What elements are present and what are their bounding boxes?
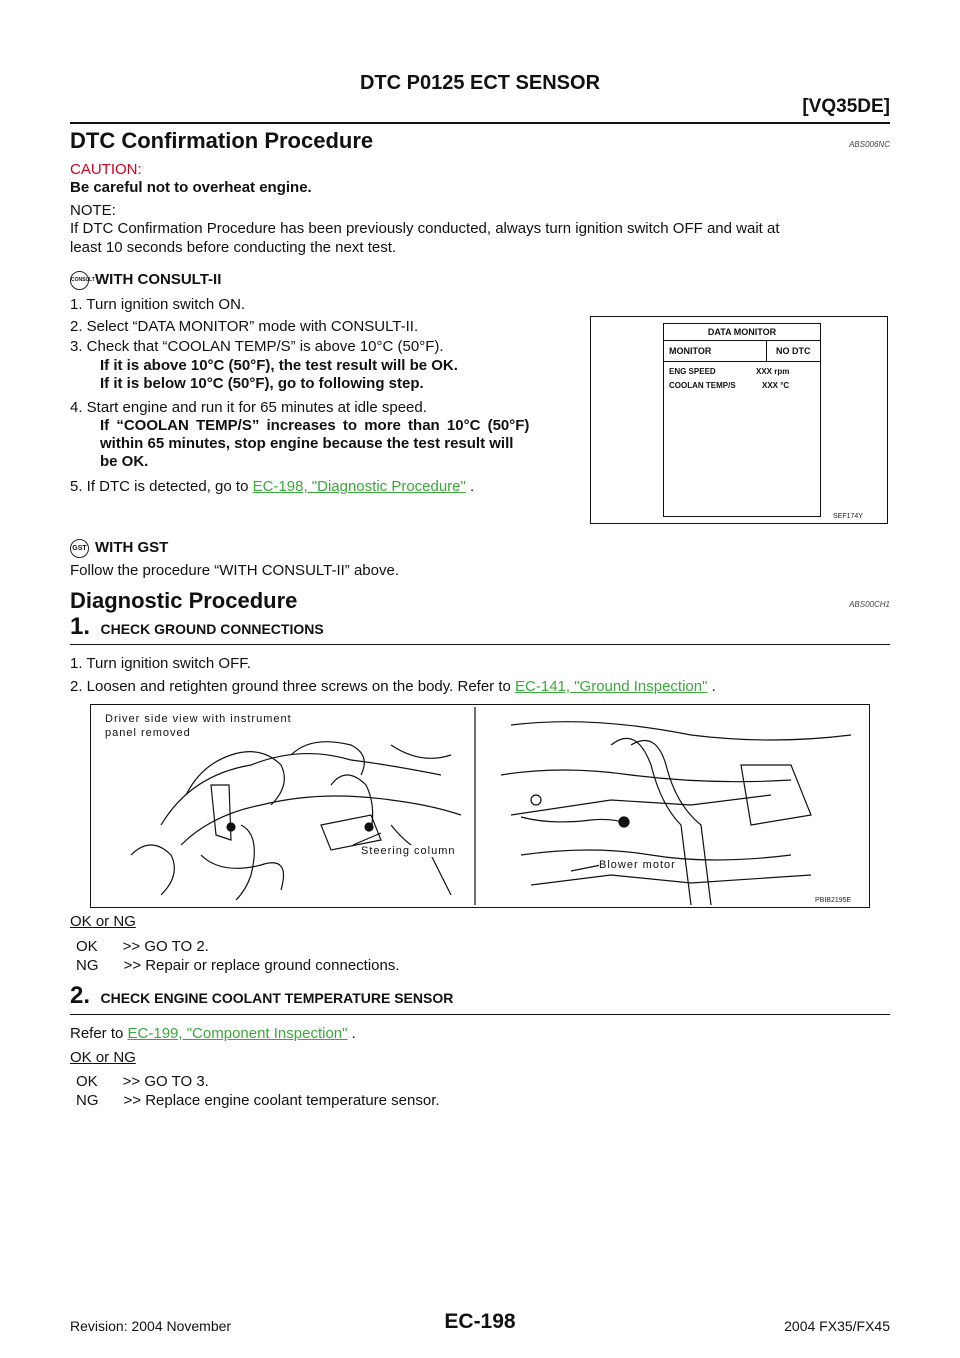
step-1: 1. Turn ignition switch ON. <box>70 296 246 313</box>
step-2-ok-ng: OK or NG <box>70 1049 136 1066</box>
step-2-refer-prefix: Refer to <box>70 1025 128 1042</box>
figure-caption-line-1: Driver side view with instrument <box>105 713 292 725</box>
step-1-ok-ng: OK or NG <box>70 913 136 930</box>
footer-page-number: EC-198 <box>444 1310 516 1333</box>
consult-icon: CONSULT <box>70 271 89 290</box>
step-4-b1: If “COOLAN TEMP/S” increases to more than 10°C (50°F) <box>100 417 530 434</box>
step-1-ok: OK >> GO TO 2. <box>76 938 209 955</box>
ground-figure-illustration <box>91 705 869 907</box>
steering-column-label: Steering column <box>361 845 456 857</box>
header-rule <box>70 122 890 124</box>
step-2-title: CHECK ENGINE COOLANT TEMPERATURE SENSOR <box>100 990 454 1006</box>
note-line-2: least 10 seconds before conducting the next test. <box>70 239 397 256</box>
footer-revision: Revision: 2004 November <box>70 1318 232 1334</box>
step-3-ng: If it is below 10°C (50°F), go to following step. <box>100 375 424 392</box>
consult-heading <box>70 270 221 290</box>
page-title: DTC P0125 ECT SENSOR <box>359 72 601 94</box>
step-1-rule <box>70 644 890 645</box>
monitor-col-1: MONITOR <box>669 346 712 356</box>
step-1-line-2-prefix: 2. Loosen and retighten ground three screws on the body. Refer to <box>70 678 516 695</box>
monitor-title: DATA MONITOR <box>664 324 820 341</box>
gst-label: WITH GST <box>95 539 169 556</box>
monitor-row-1-value: XXX rpm <box>756 367 790 376</box>
step-1-number: 1. <box>70 613 91 640</box>
ground-inspection-link[interactable]: EC-141, "Ground Inspection" <box>515 678 708 695</box>
consult-label: WITH CONSULT-II <box>95 271 222 288</box>
step-3: 3. Check that “COOLAN TEMP/S” is above 10°C (50°F). <box>70 338 444 355</box>
step-4: 4. Start engine and run it for 65 minutes at idle speed. <box>70 399 427 416</box>
monitor-fig-code: SEF174Y <box>833 513 863 520</box>
step-1-header <box>70 613 324 641</box>
step-2-refer-suffix: . <box>347 1025 356 1042</box>
step-5-suffix: . <box>465 478 475 495</box>
step-1-line-1: 1. Turn ignition switch OFF. <box>70 655 251 672</box>
caution-label: CAUTION: <box>70 161 142 178</box>
gst-icon: GST <box>70 539 89 558</box>
monitor-col-divider <box>766 341 767 361</box>
step-2: 2. Select “DATA MONITOR” mode with CONSULT-II. <box>70 318 419 335</box>
confirmation-ref-code: ABS006NC <box>849 140 890 149</box>
gst-text: Follow the procedure “WITH CONSULT-II” above. <box>70 562 399 579</box>
confirmation-heading: DTC Confirmation Procedure <box>70 128 374 153</box>
gst-heading <box>70 538 168 558</box>
figure-caption-line-2: panel removed <box>105 727 191 739</box>
step-2-ok: OK >> GO TO 3. <box>76 1073 209 1090</box>
diagnostic-procedure-link[interactable]: EC-198, "Diagnostic Procedure" <box>252 478 466 495</box>
diagnostic-heading: Diagnostic Procedure <box>70 588 298 613</box>
ground-fig-code: PBIB2195E <box>815 897 852 904</box>
monitor-row-1-label: ENG SPEED <box>669 367 716 376</box>
step-5 <box>70 477 474 497</box>
monitor-row-2-value: XXX °C <box>762 381 790 390</box>
monitor-rows <box>664 362 820 402</box>
step-3-ok: If it is above 10°C (50°F), the test result will be OK. <box>100 357 458 374</box>
step-1-line-2 <box>70 677 716 697</box>
footer-model: 2004 FX35/FX45 <box>784 1318 890 1334</box>
step-2-header <box>70 982 453 1010</box>
step-1-title: CHECK GROUND CONNECTIONS <box>100 621 324 637</box>
monitor-screen <box>663 323 821 517</box>
monitor-row-2-label: COOLAN TEMP/S <box>669 381 736 390</box>
component-inspection-link[interactable]: EC-199, "Component Inspection" <box>127 1025 348 1042</box>
step-2-number: 2. <box>70 982 91 1009</box>
note-line-1: If DTC Confirmation Procedure has been previously conducted, always turn ignition switch OFF and wait at <box>70 220 780 237</box>
ground-figure <box>90 704 870 908</box>
diagnostic-ref-code: ABS00CH1 <box>849 600 890 609</box>
engine-code: [VQ35DE] <box>802 96 890 117</box>
note-label: NOTE: <box>70 202 116 219</box>
step-1-line-2-suffix: . <box>707 678 716 695</box>
section-heading-confirmation <box>70 128 373 154</box>
data-monitor-figure <box>590 316 888 524</box>
step-1-ng: NG >> Repair or replace ground connections. <box>76 957 400 974</box>
step-4-b3: be OK. <box>100 453 149 470</box>
blower-motor-label: Blower motor <box>599 859 676 871</box>
monitor-column-header <box>664 341 820 362</box>
step-5-prefix: 5. If DTC is detected, go to <box>70 478 253 495</box>
monitor-col-2: NO DTC <box>776 346 811 356</box>
step-2-refer <box>70 1024 356 1044</box>
step-2-ng: NG >> Replace engine coolant temperature sensor. <box>76 1092 440 1109</box>
step-2-rule <box>70 1014 890 1015</box>
step-4-b2: within 65 minutes, stop engine because the test result will <box>100 435 514 452</box>
caution-text: Be careful not to overheat engine. <box>70 179 312 196</box>
